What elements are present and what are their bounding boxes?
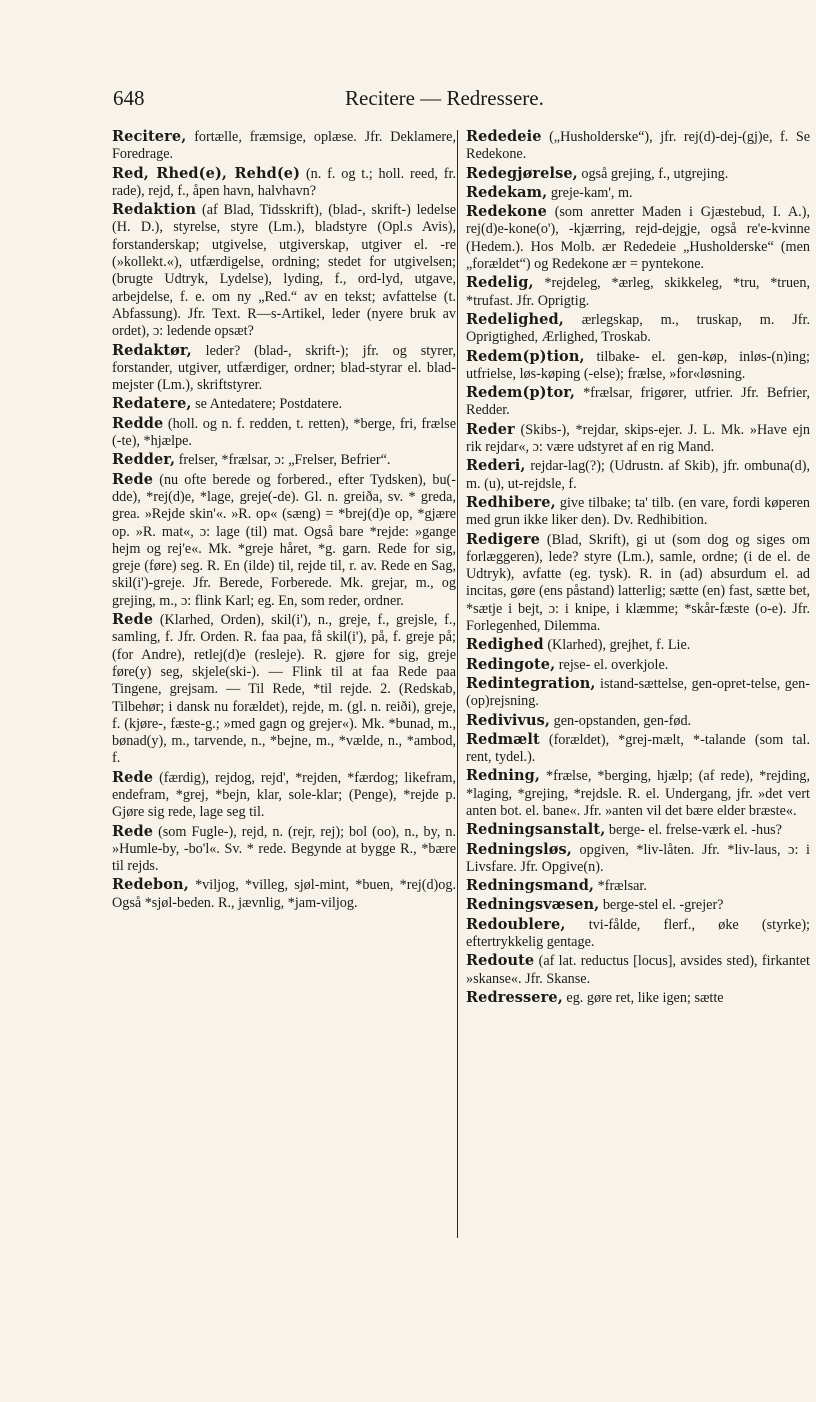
entry-definition: berge-stel el. -grejer? [602,897,724,914]
entry-definition: („Husholderske“), jfr. rej(d)-dej-(gj)e, f. Se Redekone. [466,129,811,163]
dictionary-entry [112,415,456,451]
entry-headword: Redder, [112,451,176,469]
right-column [466,128,810,1008]
entry-headword: Redningsløs, [466,840,572,858]
dictionary-entry [466,165,810,183]
entry-definition: give tilbake; ta' tilb. (en vare, fordi køperen med grun ikke liker den). Dv. Redhibition. [466,494,811,529]
entry-definition: (Skibs-), *rejdar, skips-ejer. J. L. Mk. »Have ejn rik rejdar«, ɔ: være udstyret af en rig Mand. [466,421,810,456]
entry-headword: Redatere, [112,395,192,413]
entry-definition: rejse- el. overkjole. [558,656,669,673]
dictionary-entry [466,952,810,988]
entry-headword: Rededeie [466,128,542,145]
dictionary-entry [466,989,810,1007]
entry-definition: (som Fugle-), rejd, n. (rejr, rej); bol (oo), n., by, n. »Humle-by, -bo'l«. Sv. * rede. Begynde at bygge R., *bære til rejds. [112,823,457,875]
dictionary-entry [112,451,456,469]
entry-definition: (Klarhed, Orden), skil(i'), n., greje, f., grejsle, f., samling, f. Jfr. Orden. R. faa paa, få skil(i'), på, f. greje på; (for Andre), retlej(d)e (resleje). R. gjøre for sig, greje føre(y) seg, skjele(ski-). — Flink til at faa Rede paa Tingene, grejsam. — Til Rede, *til rejde. 2. (Redskab, Tilbehør; i dansk nu forældet), rejde, m. (gl. n. reiði), greje, f. (kjøre-, fæste-g.; »med gagn og grejer«). Mk. *bunad, m., bønad(y), m., tarvende, n., *bejne, m., *vælde, n., *ambod, f. [112,612,457,767]
dictionary-entry [466,916,810,952]
entry-definition: også grejing, f., utgrejing. [581,165,729,182]
entry-definition: frelser, *frælsar, ɔ: „Frelser, Befrier“. [178,452,391,469]
entry-definition: eg. gøre ret, like igen; sætte [566,989,724,1006]
entry-definition: (som anretter Maden i Gjæstebud, I. A.), rej(d)e-kone(o'), -kjærring, rejd-dejgje, også re'e-kvinne (Hedem.). Hos Molb. ær Rededeie „Husholderske“ (men „forældet“) og Redekone ær = pyntekone. [466,204,810,273]
dictionary-entry [466,767,810,820]
dictionary-entry [466,184,810,202]
entry-headword: Rede [112,611,154,629]
dictionary-entry [112,128,456,164]
entry-headword: Redingote, [466,655,556,673]
entry-definition: (af Blad, Tidsskrift), (blad-, skrift-) ledelse (H. D.), styrelse, styre (Lm.), bladstyre (Opl.s Avis), forstanderskap; utgivelse, utgiverskap, utgiver el. -re (»kollekt.«), utfærdigelse, ordning; stedet for utgivelsen; (brugte Udtryk, Lydelse), lyding, f., ord-lyd, utgave, arbejdelse, f. e. om ny „Red.“ av en tekst; avfattelse (t. Abfassung). Jfr. Text. R—s-Artikel, leder (nyere bruk av ordet), ɔ: ledende opsæt? [112,202,457,340]
entry-headword: Redaktion [112,201,197,219]
dictionary-entry [466,457,810,493]
entry-headword: Redegjørelse, [466,164,578,182]
dictionary-entry [466,821,810,839]
entry-headword: Redebon, [112,876,189,894]
entry-definition: (færdig), rejdog, rejd', *rejden, *færdog; likefram, endefram, *grej, *bejn, klar, sole-klar; (Penge), *rejde p. Gjøre sig rede, lage seg til. [112,769,456,821]
entry-definition: tvi-fålde, flerf., øke (styrke); eftertrykkelig gentage. [466,916,810,951]
entry-headword: Redoublere, [466,915,566,933]
entry-headword: Redmælt [466,730,540,748]
entry-headword: Recitere, [112,128,187,145]
dictionary-entry [466,656,810,674]
entry-headword: Redaktør, [112,341,192,359]
entry-headword: Redning, [466,767,540,785]
entry-headword: Redekam, [466,183,548,201]
entry-definition: se Antedatere; Postdatere. [195,396,343,413]
entry-headword: Redelig, [466,274,534,292]
page-number: 648 [113,86,145,110]
dictionary-entry [466,675,810,711]
entry-headword: Redigere [466,530,540,548]
dictionary-entry [112,823,456,876]
dictionary-entry [466,494,810,530]
entry-headword: Redekone [466,203,547,221]
entry-headword: Rederi, [466,457,526,475]
entry-headword: Redhibere, [466,493,556,511]
entry-headword: Redde [112,414,164,432]
entry-definition: *frælsar. [597,878,647,895]
entry-headword: Reder [466,420,515,438]
dictionary-entry [466,896,810,914]
entry-headword: Redighed [466,636,544,654]
entry-headword: Rede [112,470,154,488]
entry-definition: *rejdeleg, *ærleg, skikkeleg, *tru, *truen, *trufast. Jfr. Oprigtig. [466,275,810,309]
entry-definition: tilbake- el. gen-køp, inløs-(n)ing; utfrielse, løs-køping (-else); frælse, »for«løsning. [466,348,810,382]
dictionary-entry [466,203,810,273]
entry-definition: (holl. og n. f. redden, t. retten), *berge, fri, frælse (-te), *hjælpe. [112,415,456,450]
entry-definition: opgiven, *liv-låten. Jfr. *liv-laus, ɔ: i Livsfare. Jfr. Opgive(n). [466,841,811,875]
entry-definition: rejdar-lag(?); (Udrustn. af Skib), jfr. ombuna(d), m. (u), ut-rejdsle, f. [466,458,810,492]
dictionary-entry [466,841,810,877]
entry-headword: Redintegration, [466,674,596,692]
dictionary-entry [112,201,456,340]
dictionary-entry [466,348,810,384]
entry-headword: Rede [112,822,154,840]
entry-definition: *frælse, *berging, hjælp; (af rede), *rejding, *laging, *grejing, *rejdsle. R. el. Undergang, jfr. »det vert anten bot. el. bane«. Jfr. »anten vil det bære elder bræste«. [466,768,810,819]
entry-definition: (nu ofte berede og forbered., efter Tydsken), bu(-dde), *rej(d)e, *lage, greje(-de). Gl. n. greiða, sv. * greda, grea. »Rejde skin'«. »R. op« (sæng) = *brej(d)e op, *gjære op. »R. mat«, ɔ: lage (til) mat. Også bare *rejde: »gange hejm og rej'e«. Mk. *greje håret, *g. garn. Rede for sig, greje (føre) seg. R. En (ilde) til, rejde til, r. av. Rede en Sag, skil(i')-greje. Jfr. Berede, Forberede. Mk. grejar, m., og grejing, m., ɔ: flink Karl; eg. En, som reder, ordner. [112,471,457,609]
entry-definition: fortælle, fræmsige, oplæse. Jfr. Deklamere, Foredrage. [112,129,456,163]
dictionary-entry [112,769,456,822]
dictionary-entry [466,128,810,164]
entry-definition: (Klarhed), grejhet, f. Lie. [547,637,691,654]
entry-headword: Redningsvæsen, [466,896,600,914]
entry-definition: (af lat. reductus [locus], avsides sted), firkantet »skanse«. Jfr. Skanse. [466,953,810,987]
entry-definition: (forældet), *grej-mælt, *-talande (som tal. rent, tydel.). [466,731,810,766]
dictionary-entry [466,731,810,767]
dictionary-entry [112,876,456,912]
entry-definition: *frælsar, frigører, utfrier. Jfr. Befrier, Redder. [466,385,810,419]
left-column [112,128,456,913]
entry-headword: Redelighed, [466,310,564,328]
entry-definition: berge- el. frelse-værk el. -hus? [608,822,782,839]
dictionary-entry [466,531,810,636]
entry-headword: Redivivus, [466,711,551,729]
dictionary-entry [112,611,456,768]
entry-headword: Red, Rhed(e), Rehd(e) [112,164,301,182]
entry-definition: *viljog, *villeg, sjøl-mint, *buen, *rej(d)og. Også *sjøl-beden. R., jævnlig, *jam-viljog. [112,877,456,911]
dictionary-entry [112,471,456,610]
dictionary-entry [466,712,810,730]
entry-headword: Rede [112,768,154,786]
dictionary-entry [466,311,810,347]
entry-headword: Redningsmand, [466,877,595,895]
entry-headword: Redressere, [466,988,563,1006]
entry-headword: Redningsanstalt, [466,821,606,839]
dictionary-entry [112,342,456,395]
entry-definition: leder? (blad-, skrift-); jfr. og styrer, forstander, utgiver, utfærdiger, ordner; blad-styrar el. blad-mejster (Lm.), skriftstyrer. [112,342,456,394]
entry-definition: (Blad, Skrift), gi ut (som dog og siges om forlæggeren), lede? styre (Lm.), samle, ordne; (i de el. de Udtryk), avfatte (eg. tysk). R. in (ad) absurdum el. ad incitas, gøre (ens påstand) latterlig; sætte (en) fast, sætte bet, *sætje i bejt, ɔ: i knipe, i klæmme; *skår-fæste (o-e). Jfr. Forlegenhed, Dilemma. [466,531,811,635]
dictionary-entry [112,395,456,413]
running-title: Recitere — Redressere. [345,86,544,110]
entry-definition: istand-sættelse, gen-opret-telse, gen-(op)rejsning. [466,675,810,710]
entry-headword: Redoute [466,952,535,970]
dictionary-entry [112,165,456,201]
entry-definition: (n. f. og t.; holl. reed, fr. rade), rejd, f., åpen havn, halvhavn? [112,165,457,199]
dictionary-entry [466,274,810,310]
dictionary-entry [466,877,810,895]
entry-headword: Redem(p)tion, [466,347,585,365]
dictionary-entry [466,384,810,420]
entry-definition: greje-kam', m. [550,184,633,201]
entry-definition: ærlegskap, m., truskap, m. Jfr. Oprigtighed, Ærlighed, Troskab. [466,311,810,346]
entry-headword: Redem(p)tor, [466,384,576,402]
column-divider [457,130,458,1238]
dictionary-entry [466,636,810,654]
entry-definition: gen-opstanden, gen-fød. [553,712,692,729]
dictionary-entry [466,421,810,457]
